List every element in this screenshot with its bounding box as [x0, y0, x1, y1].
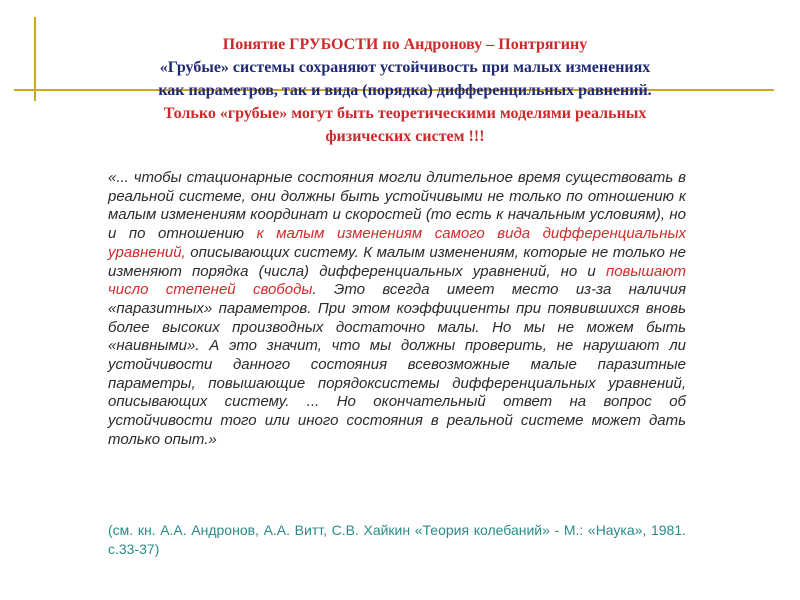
slide-title — [40, 33, 770, 148]
quote-paragraph — [108, 169, 686, 450]
quote-text-2: описывающих систему. К малым изменениям, которые не только не изменяют порядка (числа) дифференциальных уравнений, но и — [108, 243, 686, 280]
title-line-3: как параметров, так и вида (порядка) дифференцильных равнений. — [158, 82, 652, 99]
title-line-1: Понятие ГРУБОСТИ по Андронову – Понтрягину — [222, 36, 588, 53]
quote-highlight-2: повышают число степеней свободы — [108, 262, 686, 299]
quote-text-3: . Это всегда имеет место из-за наличия «паразитных» параметров. При этом коэффициенты при появившихся вновь более высоких производных достаточно малы. Но мы не можем быть «наивными». А это значит, что мы должны проверить, не нарушают ли устойчивости данного состояния всевозможные малые паразитные параметры, повышающие порядоксистемы дифференциальных уравнений, описывающих систему. ... Но окончательный ответ на вопрос об устойчивости того или иного состояния в реальной системе может дать только опыт.» — [108, 281, 686, 448]
title-line-2: «Грубые» системы сохраняют устойчивость при малых изменениях — [159, 59, 651, 76]
title-line-4: Только «грубые» могут быть теоретическими моделями реальных — [163, 105, 647, 122]
quote-highlight-1: к малым изменениям самого вида дифференциальных уравнений, — [108, 225, 686, 261]
quote-text-1: «... чтобы стационарные состояния могли длительное время существовать в реальной системе, они должны быть устойчивыми не только по отношению к малым изменениям координат и скоростей (то есть к начальным условиям), но и по отношению — [108, 169, 686, 243]
title-line-5: физических систем !!! — [325, 128, 485, 145]
citation: (см. кн. А.А. Андронов, А.А. Витт, С.В. Хайкин «Теория колебаний» - М.: «Наука», 1981. с.33-37) — [108, 522, 686, 557]
